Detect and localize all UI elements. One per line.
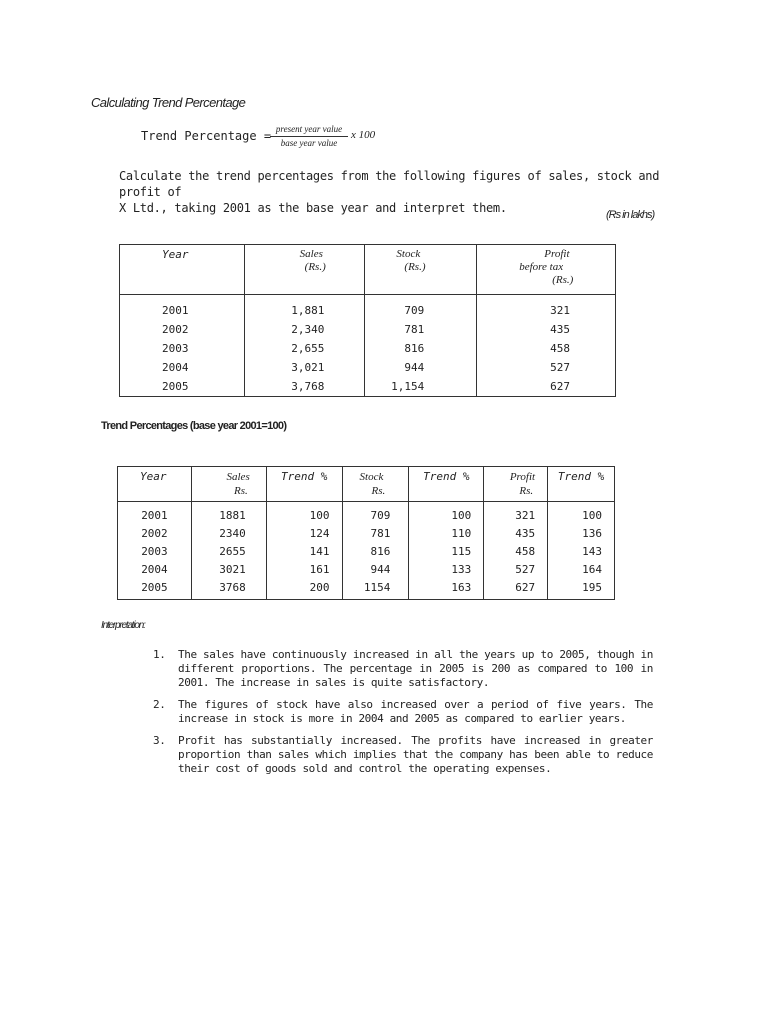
- cell-profit-trend: 143: [548, 542, 615, 560]
- trend-table-header: [118, 467, 615, 502]
- cell-sales: 2340: [191, 524, 266, 542]
- cell-profit: 527: [477, 358, 616, 377]
- cell-year: 2005: [118, 578, 192, 600]
- table-row: [120, 339, 616, 358]
- list-item: [153, 698, 653, 726]
- cell-profit-trend: 164: [548, 560, 615, 578]
- data-table: [119, 244, 616, 397]
- cell-sales: 2655: [191, 542, 266, 560]
- cell-stock: 1,154: [365, 377, 477, 397]
- formula-numerator: present year value: [275, 124, 343, 134]
- list-item-number: 2.: [153, 698, 166, 711]
- cell-year: 2005: [120, 377, 245, 397]
- col-year: Year: [118, 467, 192, 502]
- cell-profit-trend: 136: [548, 524, 615, 542]
- formula-multiplier: x 100: [351, 129, 376, 141]
- col-year: Year: [120, 245, 245, 295]
- formula-denominator: base year value: [280, 138, 338, 148]
- interpretation-label: Interpretation:: [101, 620, 145, 631]
- cell-stock: 816: [342, 542, 409, 560]
- cell-stock: 781: [365, 320, 477, 339]
- cell-sales-trend: 161: [266, 560, 342, 578]
- unit-note: (Rs in lakhs): [606, 209, 655, 221]
- table-row: [120, 295, 616, 321]
- col-sales: Sales (Rs.): [244, 245, 365, 295]
- cell-stock-trend: 133: [409, 560, 484, 578]
- table-row: [120, 377, 616, 397]
- cell-year: 2004: [118, 560, 192, 578]
- table-row: [118, 502, 615, 525]
- cell-profit: 435: [484, 524, 548, 542]
- table-row: [118, 578, 615, 600]
- interpretation-list: [153, 648, 653, 784]
- cell-profit: 627: [477, 377, 616, 397]
- cell-sales-trend: 100: [266, 502, 342, 525]
- cell-sales: 2,655: [244, 339, 365, 358]
- list-item-number: 1.: [153, 648, 166, 661]
- table-row: [120, 320, 616, 339]
- cell-stock-trend: 100: [409, 502, 484, 525]
- col-stock: Stock Rs.: [342, 467, 409, 502]
- cell-stock: 944: [365, 358, 477, 377]
- table-row: [118, 560, 615, 578]
- cell-stock-trend: 110: [409, 524, 484, 542]
- question-text: [119, 168, 689, 216]
- cell-stock: 709: [365, 295, 477, 321]
- cell-year: 2001: [118, 502, 192, 525]
- cell-sales: 1881: [191, 502, 266, 525]
- page-heading: Calculating Trend Percentage: [91, 95, 246, 110]
- list-item-text: The sales have continuously increased in all the years up to 2005, though in different proportions. The percentage in 2005 is 200 as compared to 100 in 2001. The increase in sales is quite satisfactory.: [178, 648, 653, 689]
- list-item-text: Profit has substantially increased. The profits have increased in greater proportion than sales which implies that the company has been able to reduce their cost of goods sold and control the operating expenses.: [178, 734, 653, 775]
- cell-sales: 3021: [191, 560, 266, 578]
- cell-stock-trend: 163: [409, 578, 484, 600]
- col-stock: Stock (Rs.): [365, 245, 477, 295]
- table-row: [118, 542, 615, 560]
- col-stock-trend: Trend %: [409, 467, 484, 502]
- fraction-line: [270, 136, 348, 137]
- cell-sales: 3768: [191, 578, 266, 600]
- cell-profit-trend: 100: [548, 502, 615, 525]
- cell-sales-trend: 141: [266, 542, 342, 560]
- table-row: [118, 524, 615, 542]
- col-profit: Profit before tax (Rs.): [477, 245, 616, 295]
- cell-profit: 435: [477, 320, 616, 339]
- cell-year: 2003: [120, 339, 245, 358]
- cell-year: 2001: [120, 295, 245, 321]
- cell-sales-trend: 124: [266, 524, 342, 542]
- cell-year: 2002: [120, 320, 245, 339]
- formula-label: Trend Percentage =: [141, 129, 272, 143]
- col-sales-trend: Trend %: [266, 467, 342, 502]
- cell-stock: 781: [342, 524, 409, 542]
- cell-stock: 1154: [342, 578, 409, 600]
- data-table-header: [120, 245, 616, 295]
- cell-profit: 321: [477, 295, 616, 321]
- col-sales: Sales Rs.: [191, 467, 266, 502]
- cell-stock: 816: [365, 339, 477, 358]
- cell-sales-trend: 200: [266, 578, 342, 600]
- col-profit: Profit Rs.: [484, 467, 548, 502]
- cell-profit: 527: [484, 560, 548, 578]
- cell-sales: 1,881: [244, 295, 365, 321]
- list-item-text: The figures of stock have also increased over a period of five years. The increase in stock is more in 2004 and 2005 as compared to earlier years.: [178, 698, 653, 725]
- question-line-1: Calculate the trend percentages from the following figures of sales, stock and profit of: [119, 169, 660, 199]
- cell-year: 2003: [118, 542, 192, 560]
- cell-sales: 3,768: [244, 377, 365, 397]
- table-row: [120, 358, 616, 377]
- col-profit-trend: Trend %: [548, 467, 615, 502]
- cell-profit: 458: [484, 542, 548, 560]
- cell-stock: 709: [342, 502, 409, 525]
- cell-profit: 458: [477, 339, 616, 358]
- cell-sales: 3,021: [244, 358, 365, 377]
- list-item: [153, 648, 653, 690]
- list-item: [153, 734, 653, 776]
- list-item-number: 3.: [153, 734, 166, 747]
- question-line-2: X Ltd., taking 2001 as the base year and interpret them.: [119, 201, 507, 215]
- cell-profit: 321: [484, 502, 548, 525]
- cell-year: 2004: [120, 358, 245, 377]
- cell-year: 2002: [118, 524, 192, 542]
- table2-title: Trend Percentages (base year 2001=100): [101, 420, 287, 432]
- cell-stock: 944: [342, 560, 409, 578]
- cell-sales: 2,340: [244, 320, 365, 339]
- cell-profit-trend: 195: [548, 578, 615, 600]
- trend-table: [117, 466, 615, 600]
- cell-stock-trend: 115: [409, 542, 484, 560]
- cell-profit: 627: [484, 578, 548, 600]
